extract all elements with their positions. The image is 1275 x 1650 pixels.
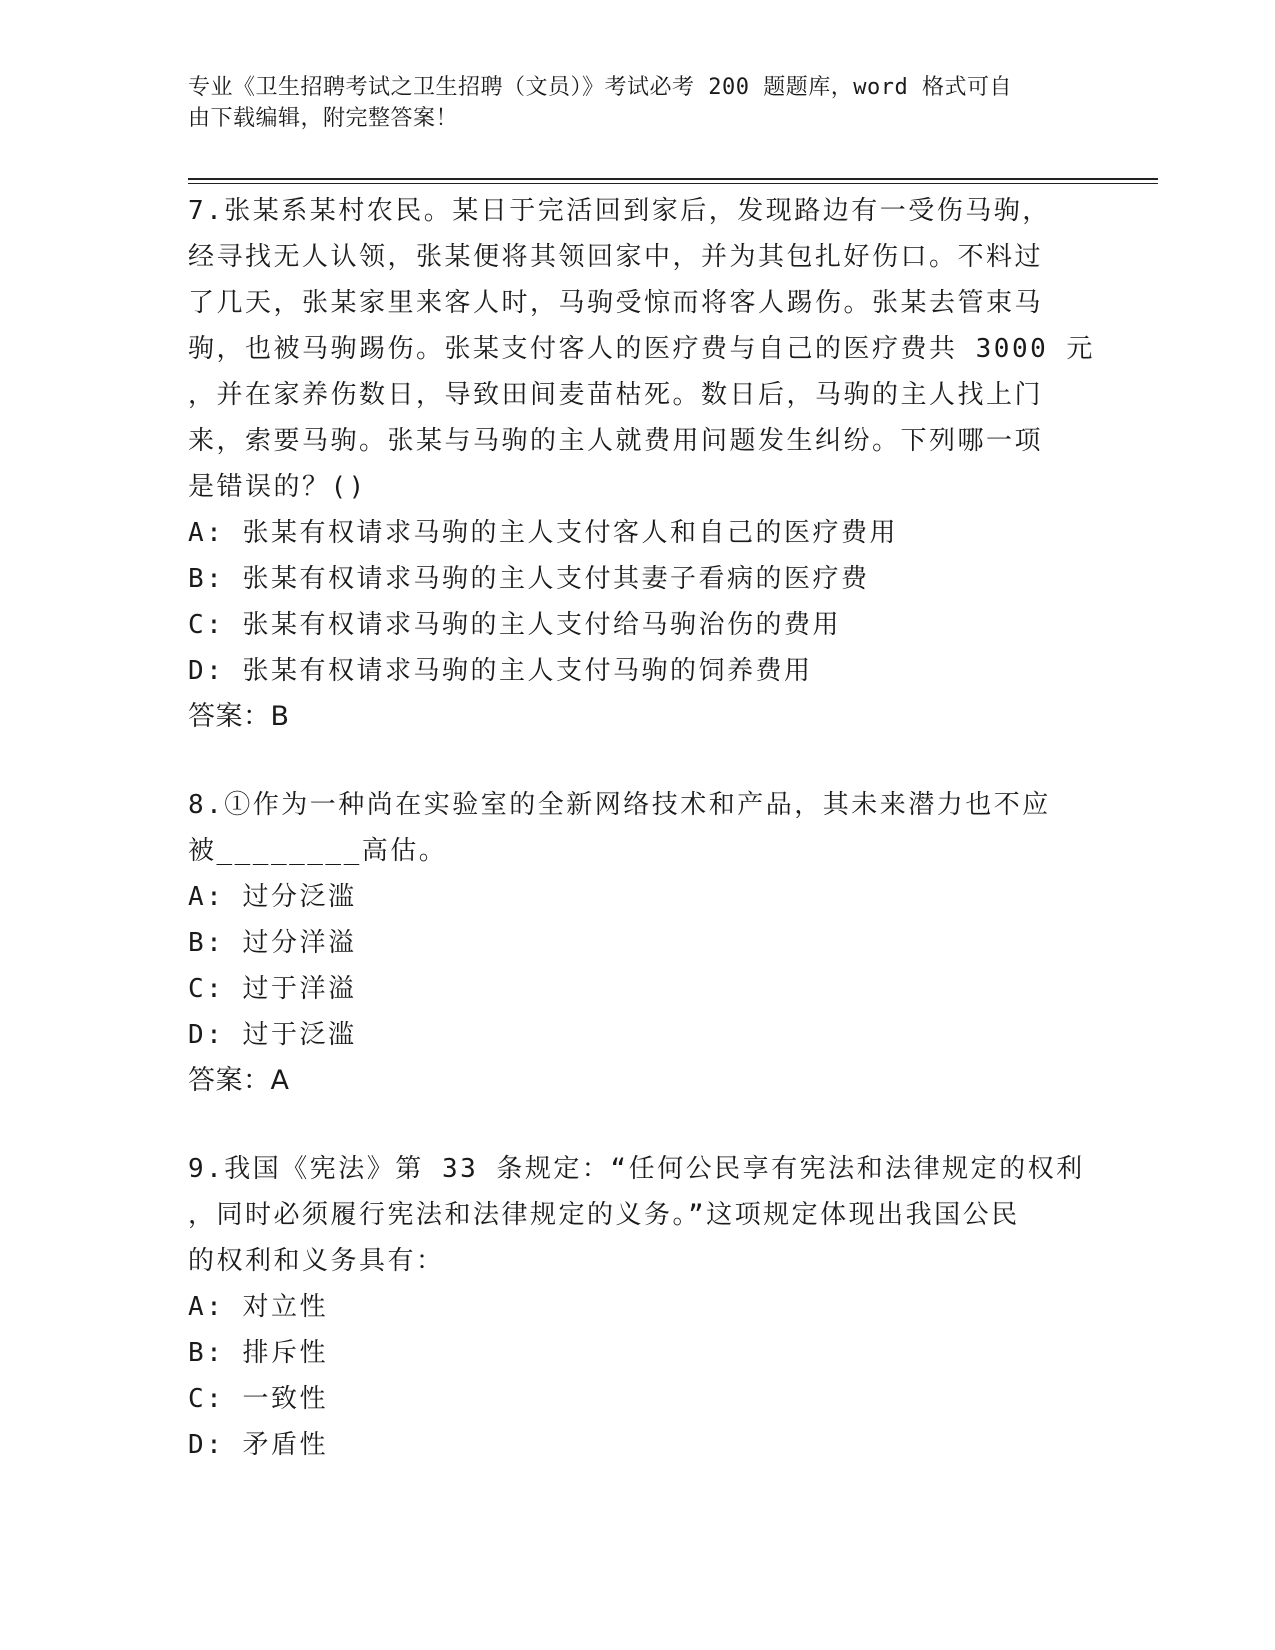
questions-list <box>188 188 1095 1468</box>
option-b: B: 张某有权请求马驹的主人支付其妻子看病的医疗费 <box>188 564 870 594</box>
option-d: D: 矛盾性 <box>188 1430 328 1460</box>
question-stem-line: ，并在家养伤数日，导致田间麦苗枯死。数日后，马驹的主人找上门 <box>188 380 1044 410</box>
question-stem-line: 被________高估。 <box>188 836 448 866</box>
question-stem-line: 来，索要马驹。张某与马驹的主人就费用问题发生纠纷。下列哪一项 <box>188 426 1044 456</box>
option-b: B: 过分洋溢 <box>188 928 357 958</box>
header-line: 专业《卫生招聘考试之卫生招聘（文员）》考试必考 200 题题库，word 格式可自 <box>188 75 1012 100</box>
header-line: 由下载编辑，附完整答案！ <box>188 106 459 131</box>
option-c: C: 张某有权请求马驹的主人支付给马驹治伤的费用 <box>188 610 841 640</box>
question-stem-line: ，同时必须履行宪法和法律规定的义务。”这项规定体现出我国公民 <box>188 1200 1020 1230</box>
question-9 <box>188 1146 1088 1468</box>
question-spacer <box>188 740 1088 782</box>
option-d: D: 过于泛滥 <box>188 1020 357 1050</box>
option-d: D: 张某有权请求马驹的主人支付马驹的饲养费用 <box>188 656 813 686</box>
question-stem-line: 8.①作为一种尚在实验室的全新网络技术和产品，其未来潜力也不应 <box>188 790 1051 820</box>
option-a: A: 过分泛滥 <box>188 882 357 912</box>
question-stem-line: 经寻找无人认领，张某便将其领回家中，并为其包扎好伤口。不料过 <box>188 242 1044 272</box>
question-spacer <box>188 1104 1088 1146</box>
question-stem-line: 了几天，张某家里来客人时，马驹受惊而将客人踢伤。张某去管束马 <box>188 288 1044 318</box>
document-header <box>188 72 1068 134</box>
question-stem-line: 的权利和义务具有： <box>188 1246 445 1276</box>
question-stem-line: 7.张某系某村农民。某日于完活回到家后，发现路边有一受伤马驹， <box>188 196 1051 226</box>
answer-text: 答案：B <box>188 701 290 732</box>
option-a: A: 对立性 <box>188 1292 328 1322</box>
question-stem-line: 9.我国《宪法》第 33 条规定：“任何公民享有宪法和法律规定的权利 <box>188 1154 1085 1184</box>
option-a: A: 张某有权请求马驹的主人支付客人和自己的医疗费用 <box>188 518 898 548</box>
option-c: C: 一致性 <box>188 1384 328 1414</box>
option-c: C: 过于洋溢 <box>188 974 357 1004</box>
question-8 <box>188 782 1088 1104</box>
question-stem-line: 是错误的？() <box>188 472 367 502</box>
question-7 <box>188 188 1095 740</box>
option-b: B: 排斥性 <box>188 1338 328 1368</box>
question-stem-line: 驹，也被马驹踢伤。张某支付客人的医疗费与自己的医疗费共 3000 元 <box>188 334 1095 364</box>
header-rule-thin <box>188 183 1158 184</box>
header-rule-thick <box>188 178 1158 180</box>
answer-text: 答案：A <box>188 1065 290 1096</box>
